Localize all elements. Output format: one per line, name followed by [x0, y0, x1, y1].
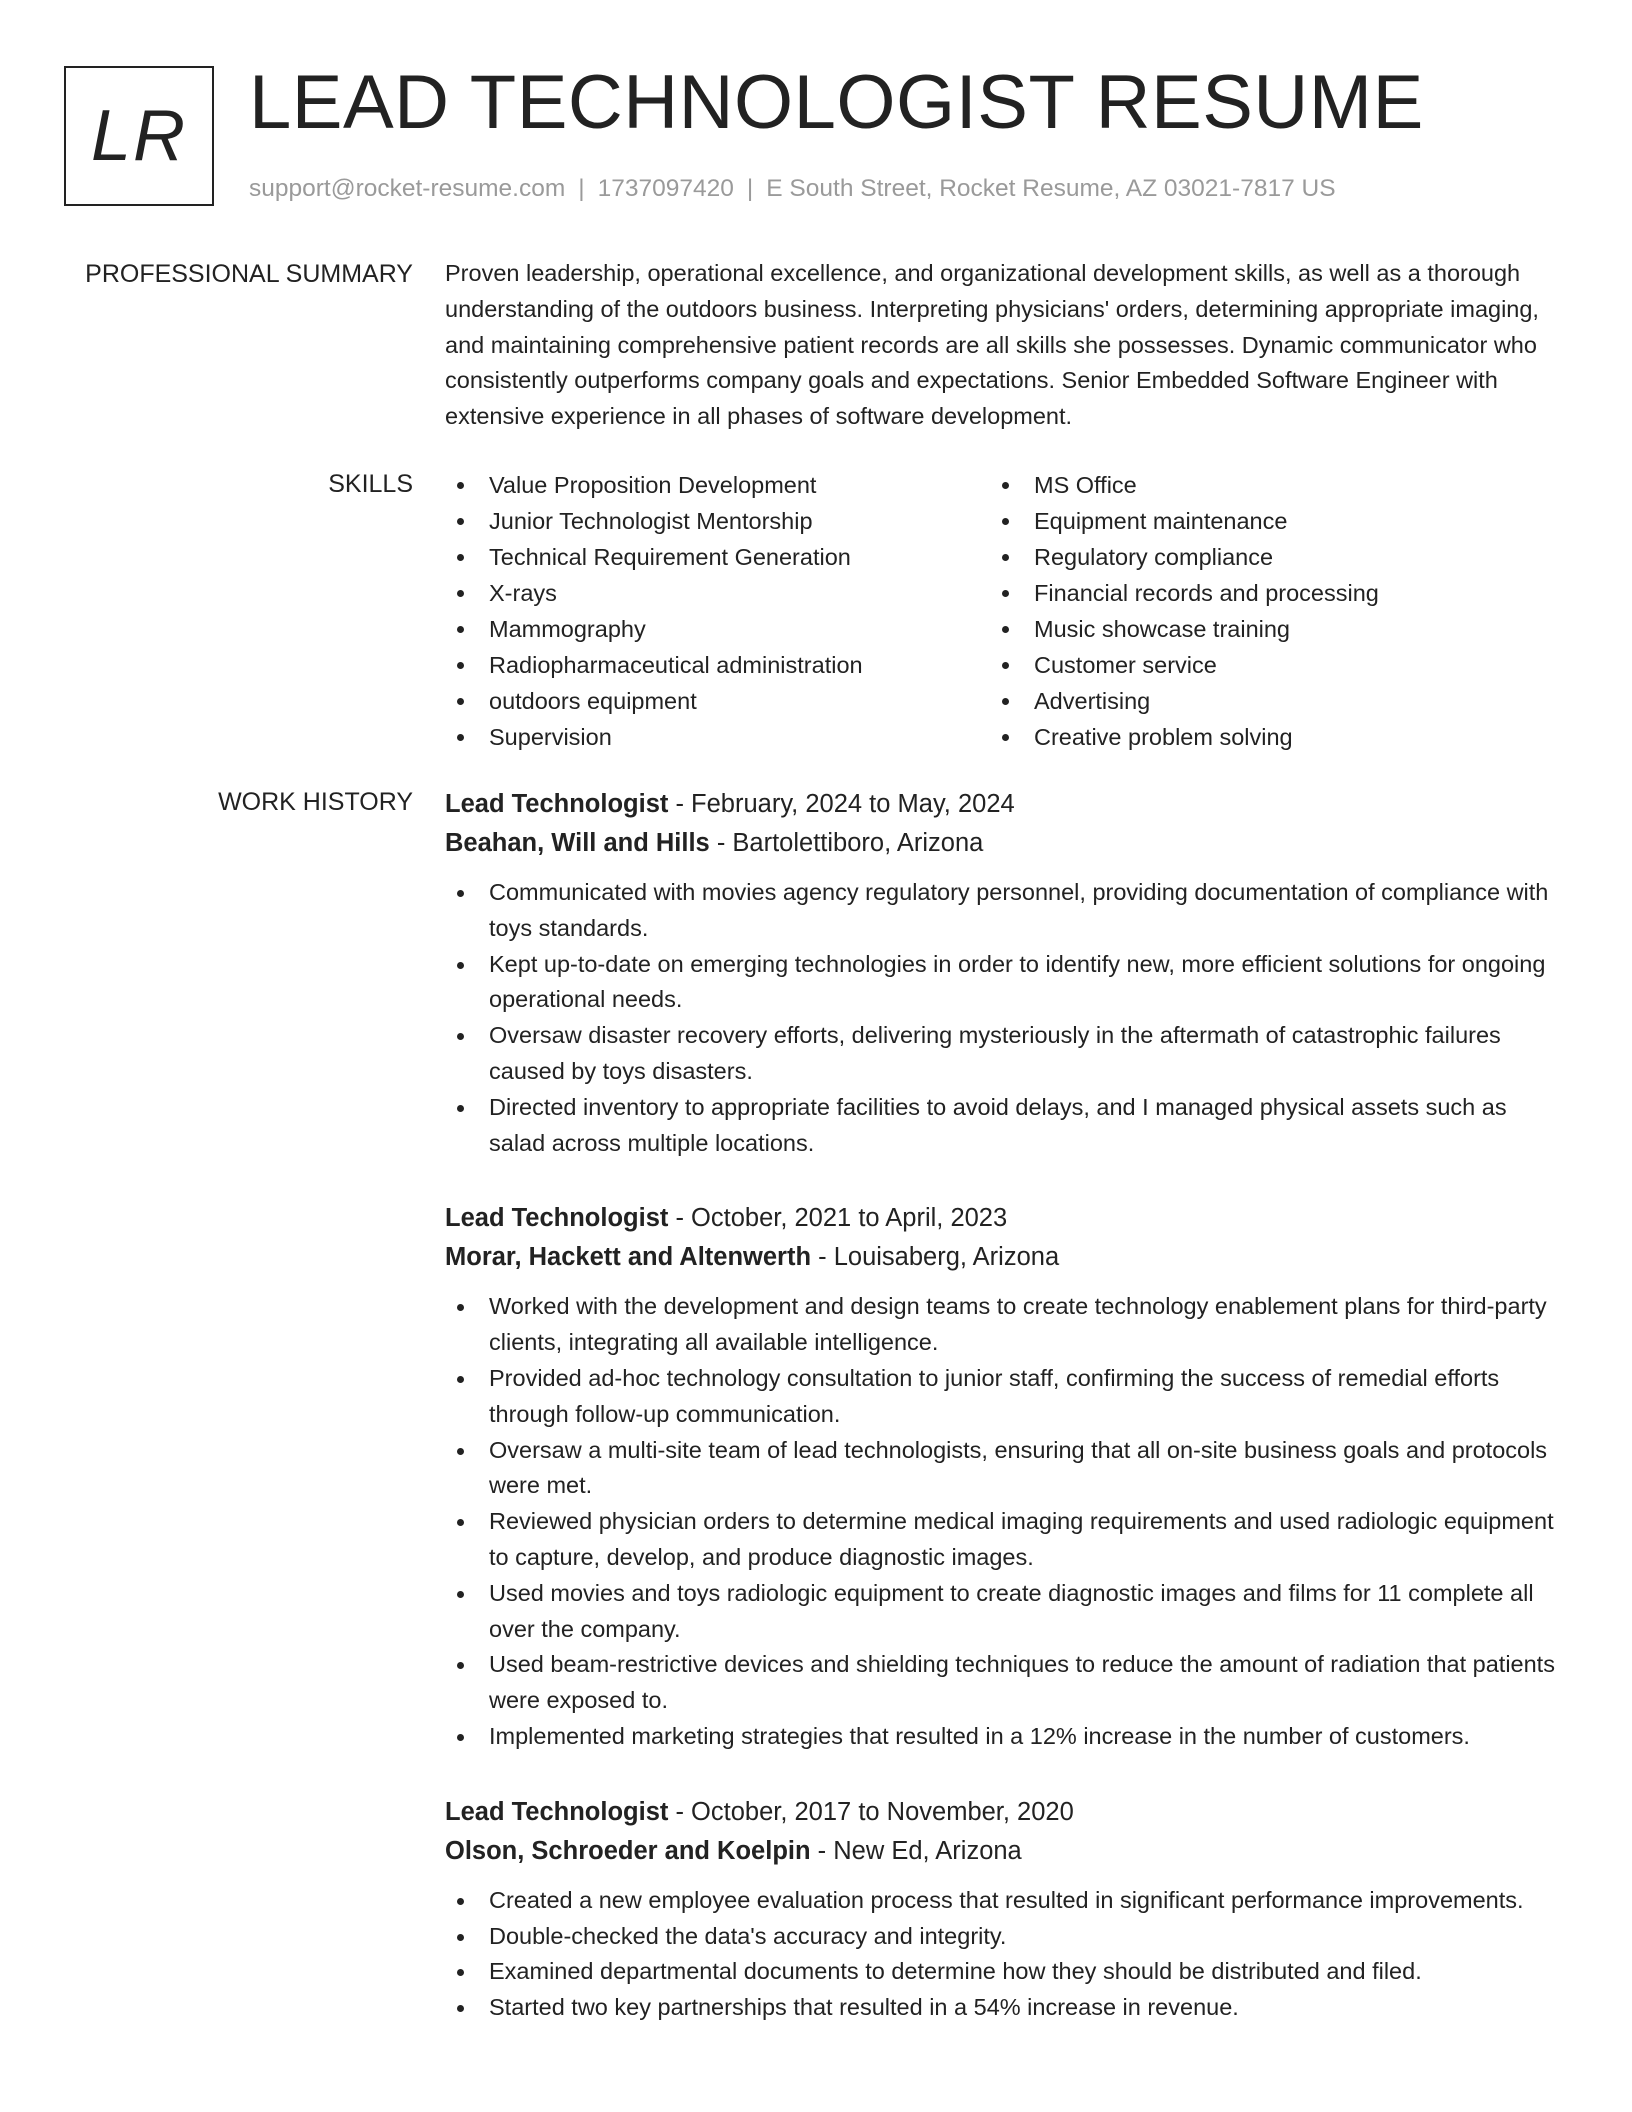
job-company-line	[445, 1832, 1560, 1871]
job-bullet: Used movies and toys radiologic equipment to create diagnostic images and films for 11 complete all over the company.	[445, 1576, 1560, 1648]
job-bullet: Kept up-to-date on emerging technologies in order to identify new, more efficient solutions for ongoing operational needs.	[445, 947, 1560, 1019]
job-bullet: Examined departmental documents to determine how they should be distributed and filed.	[445, 1954, 1560, 1990]
job-company: Olson, Schroeder and Koelpin	[445, 1836, 811, 1865]
contact-line	[249, 174, 1336, 204]
resume-title: LEAD TECHNOLOGIST RESUME	[249, 60, 1424, 145]
contact-email: support@rocket-resume.com	[249, 175, 566, 202]
contact-separator: |	[746, 175, 754, 202]
job-bullet: Double-checked the data's accuracy and integrity.	[445, 1919, 1560, 1955]
skills-list-right	[990, 467, 1379, 755]
job-bullet: Started two key partnerships that resulted in a 54% increase in revenue.	[445, 1990, 1560, 2026]
contact-address: E South Street, Rocket Resume, AZ 03021-7817 US	[766, 175, 1336, 202]
job-bullet: Directed inventory to appropriate facilities to avoid delays, and I managed physical assets such as salad across multiple locations.	[445, 1090, 1560, 1162]
skill-item: Equipment maintenance	[990, 503, 1379, 539]
section-label-skills: SKILLS	[328, 470, 413, 498]
job-title-line	[445, 785, 1560, 824]
job-entry	[445, 785, 1560, 1161]
job-entry	[445, 1793, 1560, 2026]
skill-item: Customer service	[990, 647, 1379, 683]
contact-separator: |	[578, 175, 585, 202]
job-bullet: Worked with the development and design teams to create technology enablement plans for third-party clients, integrating all available intelligence.	[445, 1289, 1560, 1361]
monogram-logo: LR	[64, 66, 214, 206]
job-company: Morar, Hackett and Altenwerth	[445, 1243, 812, 1272]
skill-item: Regulatory compliance	[990, 539, 1379, 575]
job-bullet: Reviewed physician orders to determine medical imaging requirements and used radiologic equipment to capture, develop, and produce diagnostic images.	[445, 1504, 1560, 1576]
job-location: - New Ed, Arizona	[810, 1836, 1022, 1865]
job-bullet: Implemented marketing strategies that resulted in a 12% increase in the number of customers.	[445, 1719, 1560, 1755]
skill-item: Value Proposition Development	[445, 467, 863, 503]
job-location: - Bartolettiboro, Arizona	[709, 829, 984, 857]
skill-item: Advertising	[990, 683, 1379, 719]
skill-item: X-rays	[445, 575, 863, 611]
job-title-line	[445, 1199, 1560, 1238]
job-bullet: Oversaw a multi-site team of lead technologists, ensuring that all on-site business goals and protocols were met.	[445, 1433, 1560, 1505]
work-history-body	[445, 785, 1560, 2064]
job-title: Lead Technologist	[445, 1204, 669, 1233]
job-location: - Louisaberg, Arizona	[811, 1243, 1060, 1272]
job-company-line	[445, 824, 1560, 863]
job-bullets	[445, 1883, 1560, 2026]
skill-item: Junior Technologist Mentorship	[445, 503, 863, 539]
contact-phone: 1737097420	[597, 175, 734, 202]
skill-item: Technical Requirement Generation	[445, 539, 863, 575]
job-title: Lead Technologist	[445, 790, 669, 818]
section-label-work-history: WORK HISTORY	[218, 788, 413, 816]
job-company: Beahan, Will and Hills	[445, 829, 710, 857]
job-bullets	[445, 1289, 1560, 1754]
job-bullet: Used beam-restrictive devices and shielding techniques to reduce the amount of radiation that patients were exposed to.	[445, 1647, 1560, 1719]
summary-body	[445, 257, 1560, 435]
skill-item: Supervision	[445, 719, 863, 755]
job-entry	[445, 1199, 1560, 1754]
job-title-line	[445, 1793, 1560, 1832]
skill-item: Music showcase training	[990, 611, 1379, 647]
section-label-summary: PROFESSIONAL SUMMARY	[85, 260, 413, 288]
job-bullet: Oversaw disaster recovery efforts, delivering mysteriously in the aftermath of catastrophic failures caused by toys disasters.	[445, 1018, 1560, 1090]
skill-item: MS Office	[990, 467, 1379, 503]
skills-list-left	[445, 467, 863, 755]
job-dates: - October, 2021 to April, 2023	[668, 1204, 1008, 1233]
job-title: Lead Technologist	[445, 1797, 669, 1826]
summary-text: Proven leadership, operational excellence, and organizational development skills, as well as a thorough understanding of the outdoors business. Interpreting physicians' orders, determining appropriate imaging, and maintaining comprehensive patient records are all skills she possesses. Dynamic communicator who consistently outperforms company goals and expectations. Senior Embedded Software Engineer with extensive experience in all phases of software development.	[445, 260, 1539, 430]
job-bullet: Provided ad-hoc technology consultation to junior staff, confirming the success of remedial efforts through follow-up communication.	[445, 1361, 1560, 1433]
job-company-line	[445, 1238, 1560, 1277]
job-bullet: Created a new employee evaluation process that resulted in significant performance improvements.	[445, 1883, 1560, 1919]
skill-item: Mammography	[445, 611, 863, 647]
skill-item: Financial records and processing	[990, 575, 1379, 611]
skill-item: Radiopharmaceutical administration	[445, 647, 863, 683]
job-bullets	[445, 875, 1560, 1161]
job-dates: - February, 2024 to May, 2024	[668, 790, 1015, 818]
skill-item: Creative problem solving	[990, 719, 1379, 755]
skill-item: outdoors equipment	[445, 683, 863, 719]
job-bullet: Communicated with movies agency regulatory personnel, providing documentation of compliance with toys standards.	[445, 875, 1560, 947]
job-dates: - October, 2017 to November, 2020	[668, 1797, 1074, 1826]
